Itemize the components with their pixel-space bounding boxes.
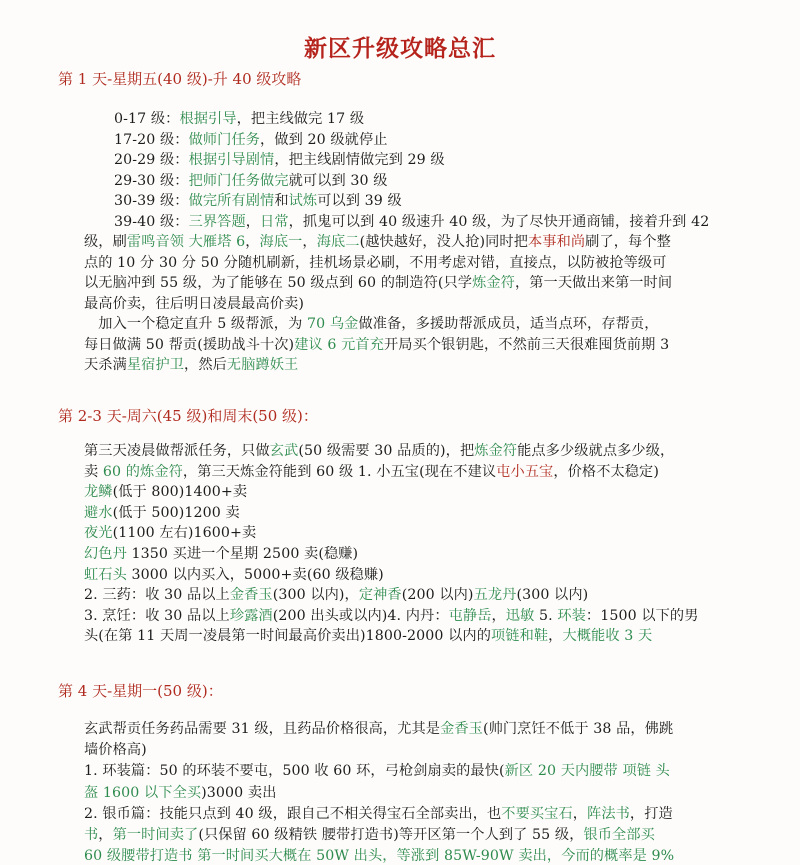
document-title: 新区升级攻略总汇 (304, 35, 496, 62)
section1-line-4-seg-3: 就可以到 30 级 (288, 172, 388, 189)
section1-line-13-seg-3: ，然后 (184, 357, 227, 373)
section1-line-6-seg-3: ， (245, 213, 261, 230)
section1-line-9 (84, 272, 672, 292)
section2-line-10-seg-3: ， (548, 628, 563, 645)
section2-line-8-seg-3: (300 以内)， (272, 587, 359, 604)
section1-line-9-seg-1: 以无脑冲到 55 级，为了能够在 50 级点到 60 的制造符(只学 (84, 275, 473, 291)
section1-line-1 (114, 108, 364, 128)
section3-line-2-seg-1: 墙价格高) (84, 742, 147, 759)
section1-line-10 (84, 293, 304, 313)
section1-line-5 (114, 190, 402, 210)
section2-line-10-seg-2: 项链和鞋 (491, 628, 549, 645)
section1-line-5-seg-2: 做完所有剧情 (188, 193, 275, 209)
section2-line-9-seg-1: 3. 烹饪：收 30 品以上 (84, 607, 230, 624)
section2-line-9-seg-2: 珍露酒 (229, 607, 273, 624)
section3-line-6-seg-4: (只保留 60 级精铁 腰带打造书)等开区第一个人到了 55 级， (198, 827, 584, 843)
section1-heading: 第 1 天-星期五(40 级)-升 40 级攻略 (58, 70, 302, 88)
section1-line-11-seg-3: 做准备，多援助帮派成员，适当点环，存帮贡， (358, 316, 659, 332)
section2-line-8-seg-5: (200 以内) (401, 587, 474, 604)
section2-line-6-seg-1: 幻色丹 (84, 546, 127, 562)
section2-line-8-seg-6: 五龙丹 (473, 587, 517, 604)
section2-line-9 (84, 605, 698, 625)
section3-line-6-seg-1: 书 (84, 827, 99, 843)
section1-line-6 (114, 211, 709, 231)
section1-line-12-seg-1: 每日做满 50 帮贡(援助战斗十次) (84, 336, 295, 353)
section2-line-10 (84, 625, 652, 645)
section1-line-3-seg-2: 根据引导剧情 (188, 152, 275, 168)
section2-line-1-seg-3: (50 级需要 30 品质的)，把 (298, 443, 475, 459)
section2-line-1 (84, 440, 674, 460)
section3-line-1-seg-3: (帅门烹饪不低于 38 品，佛跳 (482, 721, 674, 737)
section2-line-3 (84, 481, 247, 501)
section2-heading: 第 2-3 天-周六(45 级)和周末(50 级)： (58, 407, 318, 425)
section3-line-5 (84, 803, 673, 823)
section1-line-7 (84, 231, 671, 251)
section2-line-1-seg-4: 炼金符 (474, 443, 518, 459)
section3-line-5-seg-5: ，打造 (629, 805, 673, 822)
section1-line-8-seg-1: 点的 10 分 30 分 50 分随机刷新，挂机场景必刷，不用考虑对错，直接点，以防被抢等级可 (84, 254, 667, 271)
section3-line-1-seg-1: 玄武帮贡任务药品需要 31 级，且药品价格很高，尤其是 (84, 721, 441, 737)
section2-line-6 (84, 543, 358, 563)
section3-line-7 (84, 845, 674, 865)
section3-line-4-seg-1: 盔 1600 以下全买 (84, 784, 202, 801)
section2-line-4-seg-1: 避水 (84, 504, 113, 521)
section1-line-7-seg-1: 级，刷 (84, 234, 127, 250)
section1-line-13-seg-4: 无脑蹲妖王 (226, 357, 299, 373)
section2-line-7 (84, 564, 384, 584)
section1-line-6-seg-5: ，抓鬼可以到 40 级速升 40 级，为了尽快开通商铺，接着升到 42 (288, 213, 710, 230)
section1-line-1-seg-3: ，把主线做完 17 级 (236, 111, 365, 127)
section1-line-8 (84, 252, 666, 272)
section1-line-4-seg-1: 29-30 级： (114, 172, 189, 189)
section2-line-10-seg-1: 头(在第 11 天周一凌晨第一时间最高价卖出)1800-2000 以内的 (84, 628, 492, 645)
section3-line-3 (84, 760, 670, 780)
section2-line-9-seg-9: ：1500 以下的男 (585, 607, 699, 624)
section1-line-11-seg-2: 70 乌金 (306, 316, 359, 332)
section1-line-7-seg-7: (越快越好，没人抢)同时把 (359, 234, 529, 250)
section3-line-6-seg-3: 第一时间卖了 (112, 827, 199, 843)
section2-line-9-seg-5: ， (491, 607, 506, 624)
section3-line-5-seg-3: ， (572, 805, 588, 822)
section2-line-8 (84, 584, 588, 604)
section2-line-2-seg-2: 60 的炼金符 (102, 463, 183, 480)
section2-line-4 (84, 502, 240, 522)
section2-line-9-seg-8: 环装 (557, 607, 586, 624)
section2-line-1-seg-1: 第三天凌晨做帮派任务，只做 (84, 443, 270, 459)
section2-line-8-seg-4: 定神香 (358, 587, 402, 604)
section2-line-3-seg-2: (低于 800)1400+卖 (112, 484, 248, 501)
section1-line-2 (114, 129, 388, 149)
section2-line-9-seg-7: 5. (534, 607, 558, 624)
section3-heading: 第 4 天-星期一(50 级)： (58, 682, 223, 700)
section1-line-7-seg-3: ， (245, 234, 260, 250)
section2-line-8-seg-2: 金香玉 (229, 587, 273, 604)
section2-line-1-seg-5: 能点多少级就点多少级， (517, 443, 675, 459)
section1-line-3-seg-1: 20-29 级： (114, 152, 189, 168)
section2-line-2-seg-1: 卖 (84, 463, 103, 480)
section2-line-8-seg-7: (300 以内) (516, 587, 589, 604)
section2-line-2 (84, 461, 659, 481)
section1-line-7-seg-2: 雷鸣音领 大雁塔 6 (126, 234, 246, 250)
section2-line-9-seg-6: 迅敏 (505, 607, 535, 624)
section3-line-3-seg-2: 新区 20 天内腰带 项链 头 (504, 763, 670, 780)
section2-line-3-seg-1: 龙鳞 (84, 484, 113, 501)
section1-line-12 (84, 334, 669, 354)
section1-line-6-seg-2: 三界答题 (188, 213, 246, 230)
section1-line-10-seg-1: 最高价卖，往后明日凌晨最高价卖) (84, 295, 304, 312)
section1-line-5-seg-4: 试炼 (288, 193, 318, 209)
section2-line-5-seg-2: (1100 左右)1600+卖 (112, 525, 257, 542)
section1-line-6-seg-4: 日常 (260, 213, 289, 230)
section2-line-2-seg-4: 屯小五宝 (496, 463, 554, 480)
section3-line-4 (84, 782, 277, 802)
section3-line-5-seg-2: 不要买宝石 (501, 805, 573, 822)
section2-line-4-seg-2: (低于 500)1200 卖 (112, 504, 240, 521)
section3-line-5-seg-4: 阵法书 (587, 805, 630, 822)
section2-line-8-seg-1: 2. 三药：收 30 品以上 (84, 587, 230, 604)
section1-line-4 (114, 170, 388, 190)
section1-line-11 (84, 313, 658, 333)
section1-line-3-seg-3: ，把主线剧情做完到 29 级 (274, 152, 445, 168)
section1-line-1-seg-1: 0-17 级： (114, 111, 180, 127)
section3-line-5-seg-1: 2. 银币篇：技能只点到 40 级，跟自己不相关得宝石全部卖出，也 (84, 805, 502, 822)
section2-line-2-seg-5: ，价格不太稳定) (553, 463, 659, 480)
section2-line-5-seg-1: 夜光 (84, 525, 113, 542)
section3-line-1 (84, 718, 673, 738)
section1-line-9-seg-3: ，第一天做出来第一时间 (514, 275, 673, 291)
section1-line-5-seg-3: 和 (274, 193, 289, 209)
section1-line-3 (114, 149, 445, 169)
section2-line-10-seg-4: 大概能收 3 天 (562, 628, 653, 645)
section2-line-9-seg-4: 屯静岳 (448, 607, 492, 624)
section1-line-7-seg-9: 刷了，每个整 (585, 234, 671, 250)
section1-line-7-seg-8: 本事和尚 (528, 234, 586, 250)
section1-line-7-seg-4: 海底一 (259, 234, 303, 250)
section2-line-6-seg-2: 1350 买进一个星期 2500 卖(稳赚) (126, 546, 359, 562)
section1-line-12-seg-2: 建议 6 元首充 (294, 336, 384, 353)
section1-line-11-seg-1: 加入一个稳定直升 5 级帮派，为 (84, 316, 307, 332)
section2-line-2-seg-3: ，第三天炼金符能到 60 级 1. 小五宝(现在不建议 (182, 463, 497, 480)
section3-line-3-seg-1: 1. 环装篇：50 的环装不要屯，500 收 60 环，弓枪剑扇卖的最快( (84, 763, 505, 780)
section3-line-6-seg-5: 银币全部买 (583, 827, 655, 843)
section1-line-5-seg-5: 可以到 39 级 (317, 193, 402, 209)
section1-line-5-seg-1: 30-39 级： (114, 193, 189, 209)
section3-line-7-seg-1: 60 级腰带打造书 第一时间买大概在 50W 出头，等涨到 85W-90W 卖出，今而的概率是 9% (84, 848, 675, 865)
section2-line-9-seg-3: (200 出头或以内)4. 内丹： (272, 607, 449, 624)
section1-line-9-seg-2: 炼金符 (472, 275, 515, 291)
section1-line-7-seg-5: ， (302, 234, 317, 250)
section3-line-1-seg-2: 金香玉 (440, 721, 483, 737)
section3-line-4-seg-2: )3000 卖出 (201, 784, 277, 801)
section1-line-4-seg-2: 把师门任务做完 (188, 172, 289, 189)
section1-line-13-seg-1: 天杀满 (84, 357, 127, 373)
section1-line-12-seg-3: 开局买个银钥匙，不然前三天很难囤货前期 3 (384, 336, 670, 353)
section2-line-7-seg-2: 3000 以内买入，5000+卖(60 级稳赚) (126, 566, 384, 583)
section1-line-2-seg-3: ，做到 20 级就停止 (260, 131, 388, 148)
section2-line-5 (84, 522, 256, 542)
section3-line-2 (84, 739, 147, 759)
section1-line-6-seg-1: 39-40 级： (114, 213, 189, 230)
section2-line-1-seg-2: 玄武 (269, 443, 299, 459)
section1-line-1-seg-2: 根据引导 (179, 111, 237, 127)
section2-line-7-seg-1: 虹石头 (84, 566, 127, 583)
section3-line-6 (84, 824, 655, 844)
section1-line-13 (84, 354, 298, 374)
section1-line-2-seg-1: 17-20 级： (114, 131, 189, 148)
section3-line-6-seg-2: ， (98, 827, 113, 843)
section1-line-7-seg-6: 海底二 (316, 234, 360, 250)
section1-line-13-seg-2: 星宿护卫 (126, 357, 185, 373)
section1-line-2-seg-2: 做师门任务 (188, 131, 261, 148)
